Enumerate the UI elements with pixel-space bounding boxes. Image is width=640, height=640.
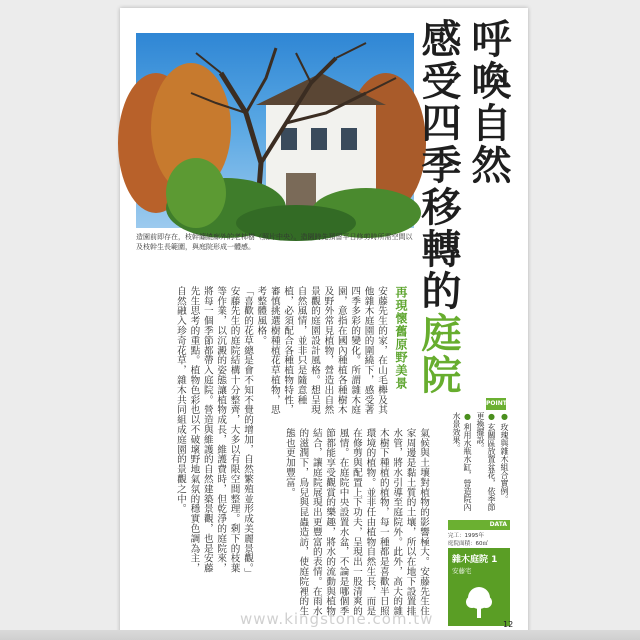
point-item: ● 玄關區放置盆花，依季節更換擺設。 bbox=[475, 412, 497, 516]
data-label: DATA bbox=[448, 520, 510, 530]
watermark: www.kingstone.com.tw bbox=[240, 610, 434, 628]
photo-caption: 造園前即存在，枝幹纏繞廊外的老柿樹（照片中央）。造園時先預留平日修剪時所需空間以及枝幹生長範圍，與庭院形成一體感。 bbox=[136, 233, 413, 251]
point-item: ● 利用水瓶水缸，營造院內水景效果。 bbox=[451, 412, 473, 516]
points-label: POINT bbox=[486, 398, 506, 410]
point-item: ● 玫瑰與雜木組合實例。 bbox=[499, 412, 510, 516]
body-text-right: 氣候與土壤對植物的影響極大。安藤先生住家周邊是黏土質的土壤，所以在地下設置排水管，將水引導至庭院外。此外，高大的雜木樹下種植的植物，每一種都是喜歡半日照環境的植物。並非任由植物自然生長，而是在修剪與配置上下功夫，呈現出一股清爽的風情。在庭院中央設置水盆，不論是哪個季節都能享受觀賞的樂趣，將水的流動與植物結合，讓庭院展現出更豐富的表情。在雨水的滋潤下，鳥兒與昆蟲造訪，使庭院裡的生態也更加豐富。 bbox=[283, 428, 429, 617]
data-line: 庭院面積：60㎡ bbox=[448, 541, 488, 547]
title-dark-part: 感受四季移轉的 bbox=[415, 18, 461, 312]
title-green-part: 庭院 bbox=[415, 312, 461, 396]
section-subheading: 再現懷舊原野美景 bbox=[394, 286, 408, 390]
house-window-3 bbox=[341, 128, 357, 150]
data-block bbox=[448, 532, 510, 548]
page-bottom-edge bbox=[0, 630, 640, 640]
garden-photo bbox=[136, 33, 414, 228]
house-window-2 bbox=[311, 128, 327, 150]
points-list bbox=[448, 412, 510, 516]
house-window-1 bbox=[281, 128, 297, 150]
page-title-line-2 bbox=[412, 18, 462, 396]
shrub-left-2 bbox=[166, 158, 226, 228]
data-line: 完工：1995年 bbox=[448, 533, 484, 539]
badge-title: 雜木庭院 1 bbox=[452, 555, 498, 565]
body-text-lower: 「喜歡的花草總是會不知不覺的增加，自然繁殖並形成美麗景觀。」安藤先生的庭院結構十分整齊，大多以有限空間整理。剩下的枝葉等作業，以沉澱的姿態讓植物成長，維護費時，但乾淨的庭院來，將每一個季節都帶入庭院。營造與維護的自然建築景觀，也是安藤先生思考的重點。植物色彩也以不破壞野地氣氛的穩實色調為主，自然融入珍奇花草，雜木共同組成庭園的景觀之中。 bbox=[174, 286, 253, 574]
tree-icon bbox=[464, 586, 494, 620]
garden-illustration bbox=[136, 33, 414, 228]
category-badge bbox=[448, 548, 510, 626]
page-title-line-1: 呼喚自然 bbox=[465, 18, 511, 186]
badge-subtitle: 安藤宅 bbox=[452, 567, 472, 575]
page-number: 12 bbox=[503, 620, 514, 629]
body-text-upper: 安藤先生的家，在山毛櫸及其他雜木庭園的圍繞下，感受著四季多彩的變化。所謂雜木庭園，意指在國內種植各種樹木及野外常見植物，營造出自然景觀的庭園設計風格。想呈現自然風情，並非只是隨意種植，必須配合各種植物特性，審慎挑選樹種植花草植物，思考整體風格。 bbox=[255, 286, 387, 415]
